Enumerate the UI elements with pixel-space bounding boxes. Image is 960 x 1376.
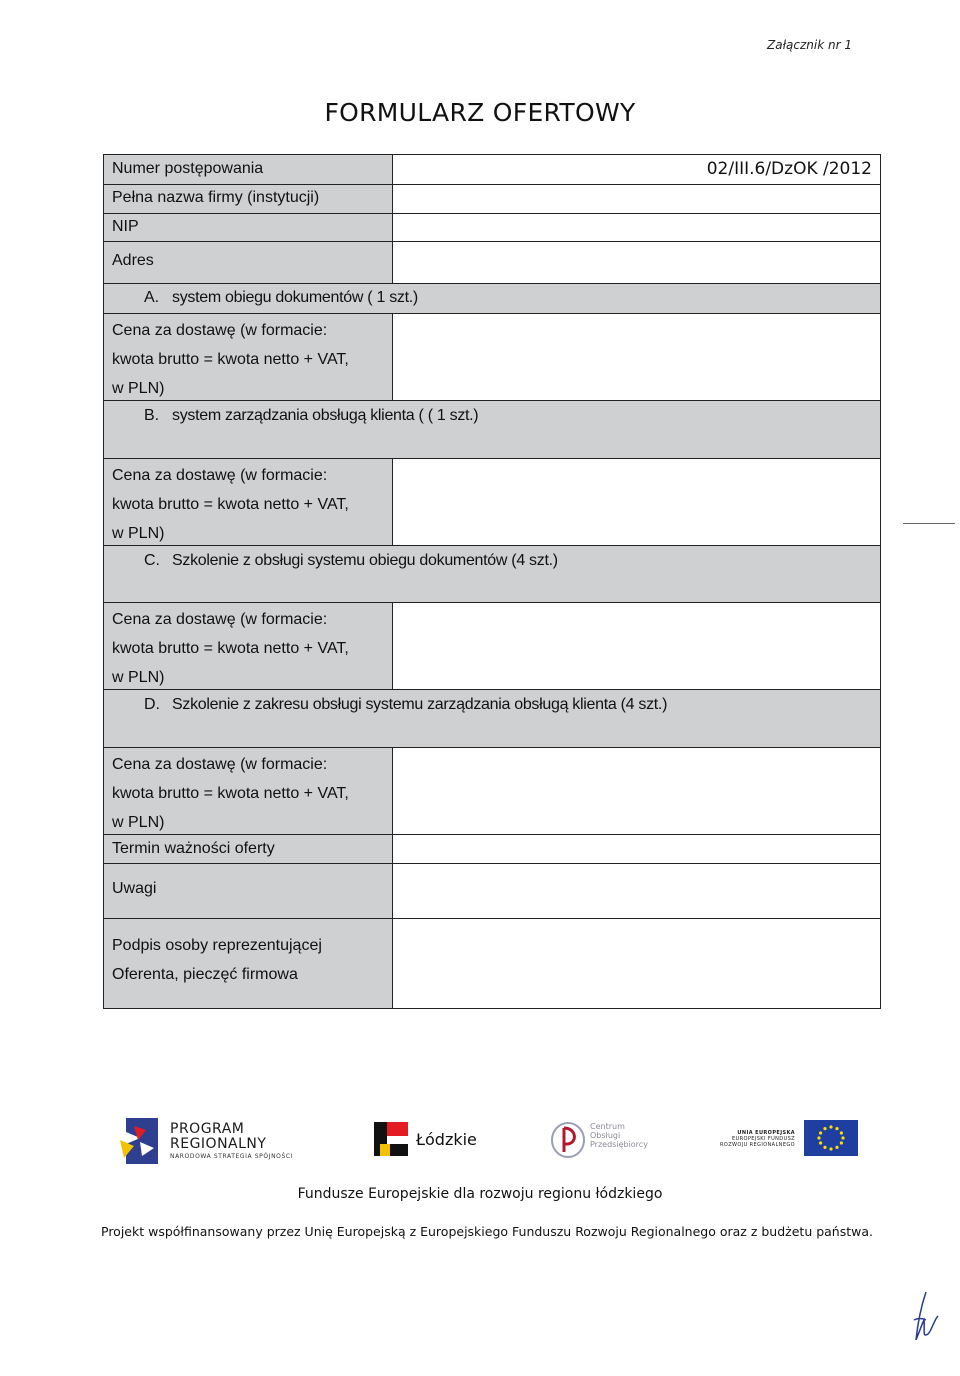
handwritten-initials (908, 1290, 944, 1346)
eu-caption (705, 1130, 795, 1148)
logos-strip (120, 1116, 845, 1166)
validity-row (104, 834, 880, 863)
remarks-field[interactable] (393, 864, 880, 918)
program-regionalny-icon (120, 1118, 164, 1164)
signature-row (104, 918, 880, 1008)
company-name-field[interactable] (393, 185, 880, 213)
price-row-d (104, 747, 880, 834)
signature-label-line: Oferenta, pieczęć firmowa (112, 966, 298, 983)
company-name-label: Pełna nazwa firmy (instytucji) (104, 185, 393, 213)
lodzkie-logo (374, 1122, 484, 1158)
nss-line: NARODOWA STRATEGIA SPÓJNOŚCI (170, 1153, 294, 1160)
centrum-obslugi-logo (550, 1116, 660, 1162)
nip-label: NIP (104, 214, 393, 241)
price-label-a (104, 314, 393, 400)
section-c-text: Szkolenie z obsługi systemu obiegu dokumentów (4 szt.) (172, 552, 558, 569)
section-d-heading (104, 690, 880, 747)
row-case-number (104, 155, 880, 184)
price-label-line: Cena za dostawę (w formacie: (112, 322, 328, 339)
signature-label-line: Podpis osoby reprezentującej (112, 937, 322, 954)
price-field-c[interactable] (393, 603, 880, 689)
section-a-letter: A. (144, 289, 160, 306)
program-regionalny-name (170, 1122, 266, 1152)
lodzkie-name: Łódzkie (416, 1130, 477, 1149)
section-d-row (104, 689, 880, 747)
price-label-d (104, 748, 393, 834)
section-b-heading (104, 401, 880, 458)
validity-label: Termin ważności oferty (104, 835, 393, 863)
price-field-a[interactable] (393, 314, 880, 400)
price-label-line: w PLN) (112, 380, 165, 397)
price-row-a (104, 313, 880, 400)
section-c-row (104, 545, 880, 602)
footer-cofinancing-line: Projekt współfinansowany przez Unię Europejską z Europejskiego Funduszu Rozwoju Regionalnego oraz z budżetu państwa. (101, 1224, 873, 1239)
price-field-b[interactable] (393, 459, 880, 545)
price-label-b (104, 459, 393, 545)
eu-line: UNIA EUROPEJSKA (737, 1130, 795, 1136)
centrum-obslugi-name (590, 1122, 648, 1149)
row-company-name (104, 184, 880, 213)
remarks-row (104, 863, 880, 918)
address-label: Adres (104, 242, 393, 283)
annex-label: Załącznik nr 1 (767, 38, 852, 52)
offer-form-table (103, 154, 881, 1009)
price-label-line: Cena za dostawę (w formacie: (112, 756, 328, 773)
address-field[interactable] (393, 242, 880, 283)
price-label-line: Cena za dostawę (w formacie: (112, 467, 328, 484)
price-label-line: w PLN) (112, 669, 165, 686)
price-label-line: kwota brutto = kwota netto + VAT, (112, 496, 349, 513)
centrum-line: Centrum (590, 1122, 625, 1131)
validity-field[interactable] (393, 835, 880, 863)
section-d-text: Szkolenie z zakresu obsługi systemu zarządzania obsługą klienta (4 szt.) (172, 696, 668, 713)
price-label-line: w PLN) (112, 525, 165, 542)
section-a-heading (104, 284, 880, 313)
signature-label (104, 919, 393, 1008)
eu-flag-icon (804, 1120, 858, 1156)
program-line: PROGRAM (170, 1121, 245, 1137)
regionalny-line: REGIONALNY (170, 1136, 267, 1152)
section-a-text: system obiegu dokumentów ( 1 szt.) (172, 289, 418, 306)
program-regionalny-logo (120, 1118, 320, 1164)
section-b-letter: B. (144, 407, 160, 424)
case-number-value[interactable]: 02/III.6/DzOK /2012 (393, 155, 880, 184)
lodzkie-icon (374, 1122, 408, 1156)
case-number-label: Numer postępowania (104, 155, 393, 184)
erdf-line-2: ROZWOJU REGIONALNEGO (719, 1142, 795, 1148)
price-label-c (104, 603, 393, 689)
row-address (104, 241, 880, 283)
erdf-line: EUROPEJSKI FUNDUSZ (732, 1136, 795, 1142)
przedsiebiorcy-line: Przedsiębiorcy (590, 1140, 648, 1149)
price-label-line: Cena za dostawę (w formacie: (112, 611, 328, 628)
signature-field[interactable] (393, 919, 880, 1008)
section-b-text: system zarządzania obsługą klienta ( ( 1 szt.) (172, 407, 479, 424)
price-label-line: w PLN) (112, 814, 165, 831)
section-c-letter: C. (144, 552, 160, 569)
centrum-obslugi-icon (550, 1120, 590, 1160)
row-nip (104, 213, 880, 241)
price-field-d[interactable] (393, 748, 880, 834)
remarks-label: Uwagi (104, 864, 393, 918)
section-c-heading (104, 546, 880, 602)
margin-mark (903, 523, 955, 524)
nip-field[interactable] (393, 214, 880, 241)
section-a-row (104, 283, 880, 313)
price-row-c (104, 602, 880, 689)
obslugi-line: Obsługi (590, 1131, 621, 1140)
price-row-b (104, 458, 880, 545)
footer-funds-line: Fundusze Europejskie dla rozwoju regionu łódzkiego (297, 1186, 663, 1202)
section-d-letter: D. (144, 696, 160, 713)
section-b-row (104, 400, 880, 458)
eu-logo (705, 1120, 845, 1156)
price-label-line: kwota brutto = kwota netto + VAT, (112, 640, 349, 657)
page-title: FORMULARZ OFERTOWY (324, 98, 636, 127)
price-label-line: kwota brutto = kwota netto + VAT, (112, 351, 349, 368)
price-label-line: kwota brutto = kwota netto + VAT, (112, 785, 349, 802)
